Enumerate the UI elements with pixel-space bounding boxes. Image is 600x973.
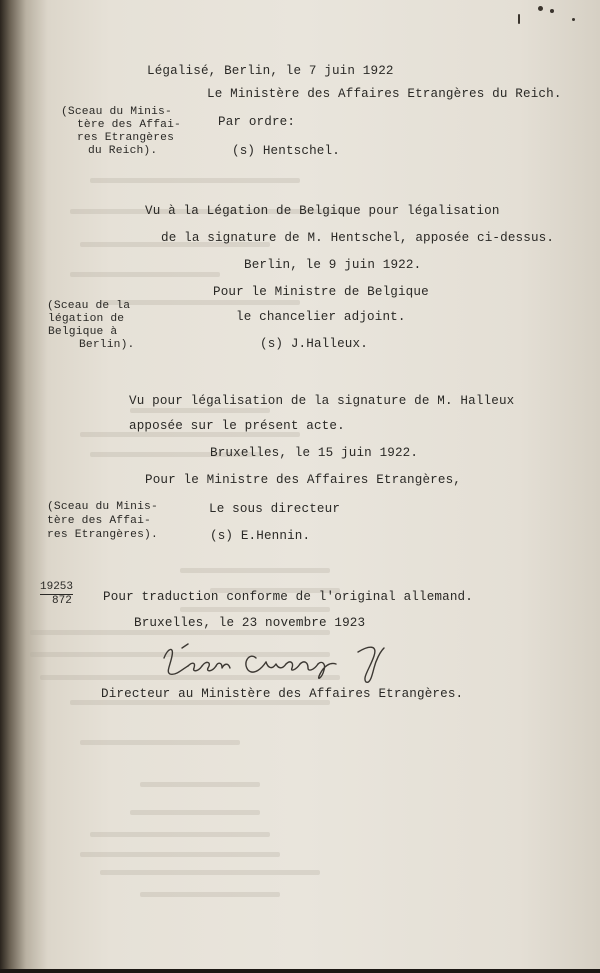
official-title: Le sous directeur	[209, 502, 341, 516]
handwritten-signature	[158, 638, 438, 686]
signature-text: (s) E.Hennin.	[210, 529, 311, 543]
seal-note-line: tère des Affai-	[47, 515, 151, 527]
legalisation-text-line: apposée sur le présent acte.	[129, 419, 345, 433]
legalisation-header: Légalisé, Berlin, le 7 juin 1922	[147, 64, 394, 78]
for-minister-text: Pour le Ministre des Affaires Etrangères,	[145, 473, 462, 487]
seal-note-line: Belgique à	[48, 326, 118, 338]
legation-text-line: Vu à la Légation de Belgique pour légalisation	[145, 204, 500, 218]
ink-speck	[518, 14, 520, 24]
place-date: Berlin, le 9 juin 1922.	[244, 258, 422, 272]
translation-statement: Pour traduction conforme de l'original allemand.	[103, 590, 473, 604]
signature-text: (s) J.Halleux.	[260, 337, 368, 351]
by-order-text: Par ordre:	[218, 115, 296, 129]
seal-note-line: res Etrangères	[77, 132, 175, 144]
signature-text: (s) Hentschel.	[232, 144, 340, 158]
official-title: le chancelier adjoint.	[236, 310, 406, 324]
ministry-name: Le Ministère des Affaires Etrangères du Reich.	[207, 87, 562, 101]
official-title: Directeur au Ministère des Affaires Etrangères.	[101, 687, 464, 701]
place-date: Bruxelles, le 23 novembre 1923	[134, 616, 366, 630]
seal-note-line: (Sceau du Minis-	[47, 501, 158, 513]
ink-speck	[572, 18, 575, 21]
seal-note-line: légation de	[48, 313, 125, 325]
seal-note-line: Berlin).	[79, 339, 135, 351]
legation-text-line: de la signature de M. Hentschel, apposée ci-dessus.	[161, 231, 555, 245]
seal-note-line: tère des Affai-	[77, 119, 181, 131]
for-minister-text: Pour le Ministre de Belgique	[213, 285, 429, 299]
reference-number-bottom: 872	[52, 595, 72, 607]
seal-note-line: (Sceau du Minis-	[61, 106, 172, 118]
legalisation-text-line: Vu pour légalisation de la signature de M. Halleux	[129, 394, 515, 408]
seal-note-line: (Sceau de la	[47, 300, 131, 312]
reference-number	[40, 582, 73, 607]
place-date: Bruxelles, le 15 juin 1922.	[210, 446, 419, 460]
reference-number-top: 19253	[40, 581, 74, 593]
seal-note-line: res Etrangères).	[47, 529, 158, 541]
handwritten-signature-drawing	[158, 638, 438, 686]
ink-speck	[538, 6, 543, 11]
seal-note-line: du Reich).	[88, 145, 158, 157]
ink-speck	[550, 9, 554, 13]
